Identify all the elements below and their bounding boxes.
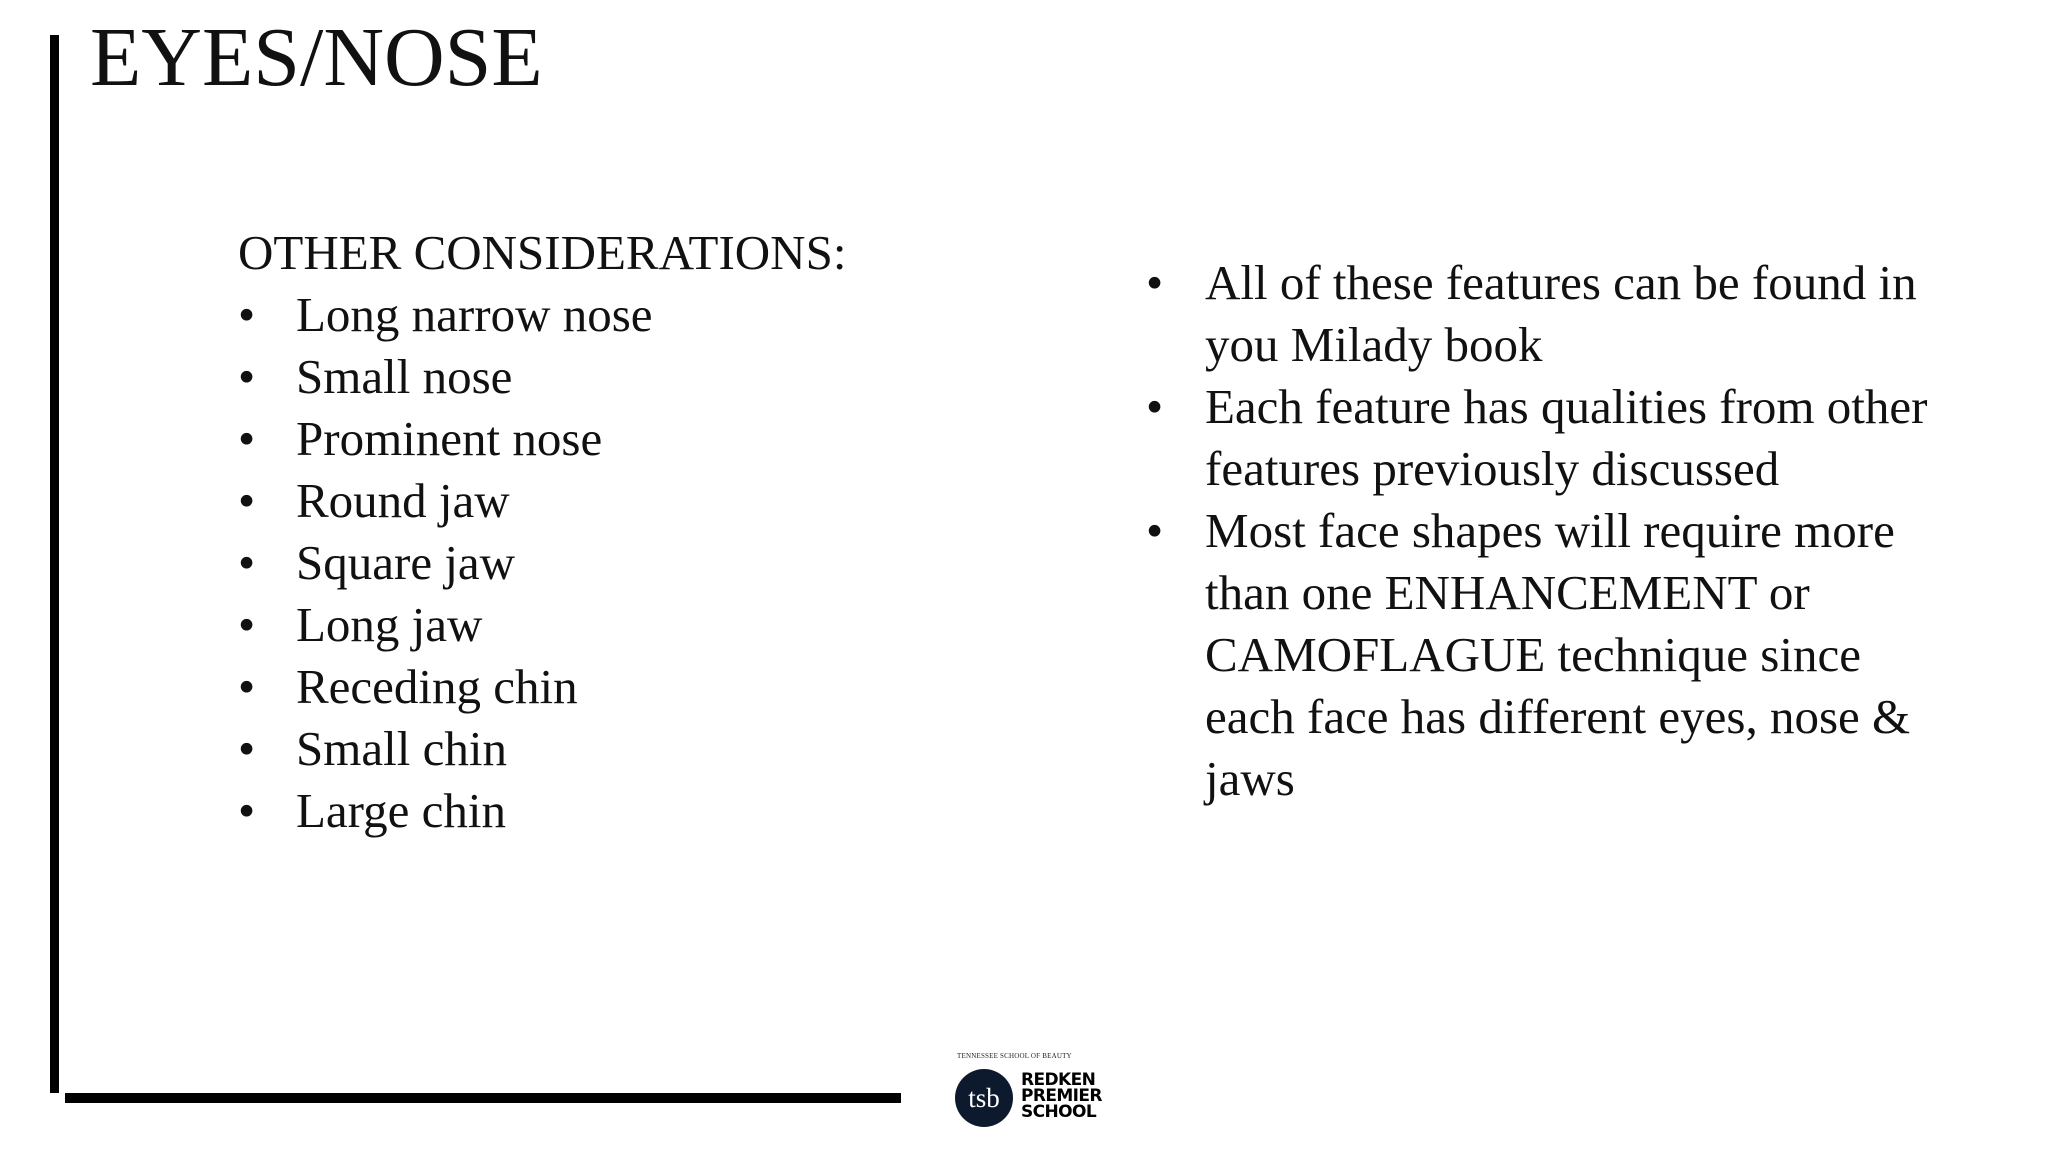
list-item: [238, 656, 998, 718]
list-item-text: Long narrow nose: [296, 287, 653, 342]
list-item-text: Long jaw: [296, 597, 483, 652]
list-item-text: Receding chin: [296, 659, 578, 714]
list-item: [238, 594, 998, 656]
logo-line-2: PREMIER: [1021, 1086, 1102, 1106]
right-column: [1146, 252, 1936, 810]
logo-school-name: TENNESSEE SCHOOL OF BEAUTY: [957, 1052, 1072, 1060]
list-item-text: Each feature has qualities from other features previously discussed: [1205, 379, 1928, 496]
considerations-heading: OTHER CONSIDERATIONS:: [238, 225, 847, 280]
list-item: [238, 532, 998, 594]
logo-line-3: SCHOOL: [1021, 1102, 1097, 1122]
list-item-text: Round jaw: [296, 473, 510, 528]
list-item: [238, 718, 998, 780]
list-item: [238, 346, 998, 408]
bullet-icon: •: [238, 535, 256, 590]
notes-list: [1146, 252, 1936, 810]
bullet-icon: •: [1146, 379, 1164, 434]
list-item-text: Small chin: [296, 721, 507, 776]
bullet-icon: •: [238, 349, 256, 404]
list-item: [238, 470, 998, 532]
list-item-text: All of these features can be found in you Milady book: [1205, 255, 1917, 372]
bullet-icon: •: [238, 659, 256, 714]
list-item-text: Square jaw: [296, 535, 516, 590]
considerations-list: [238, 284, 998, 842]
list-item-text: Prominent nose: [296, 411, 603, 466]
bullet-icon: •: [1146, 503, 1164, 558]
logo-wordmark: [1021, 1072, 1102, 1120]
bullet-icon: •: [238, 473, 256, 528]
bullet-icon: •: [1146, 255, 1164, 310]
bottom-horizontal-rule: [65, 1093, 901, 1103]
list-item: [238, 780, 998, 842]
logo-line-1: REDKEN: [1021, 1070, 1096, 1090]
bullet-icon: •: [238, 783, 256, 838]
bullet-icon: •: [238, 597, 256, 652]
tsb-redken-logo: [955, 1052, 1105, 1122]
list-item: [1146, 252, 1936, 376]
list-item-text: Small nose: [296, 349, 513, 404]
list-item-text: Most face shapes will require more than one ENHANCEMENT or CAMOFLAGUE technique since each face has different eyes, nose & jaws: [1205, 503, 1911, 806]
left-vertical-rule: [50, 35, 59, 1093]
slide-title: EYES/NOSE: [90, 11, 543, 104]
bullet-icon: •: [238, 721, 256, 776]
left-column: [238, 222, 998, 842]
logo-monogram: tsb: [968, 1082, 1000, 1113]
list-item: [1146, 500, 1936, 810]
list-item-text: Large chin: [296, 783, 506, 838]
bullet-icon: •: [238, 411, 256, 466]
list-item: [1146, 376, 1936, 500]
bullet-icon: •: [238, 287, 256, 342]
list-item: [238, 284, 998, 346]
list-item: [238, 408, 998, 470]
tsb-monogram-icon: [955, 1069, 1013, 1127]
